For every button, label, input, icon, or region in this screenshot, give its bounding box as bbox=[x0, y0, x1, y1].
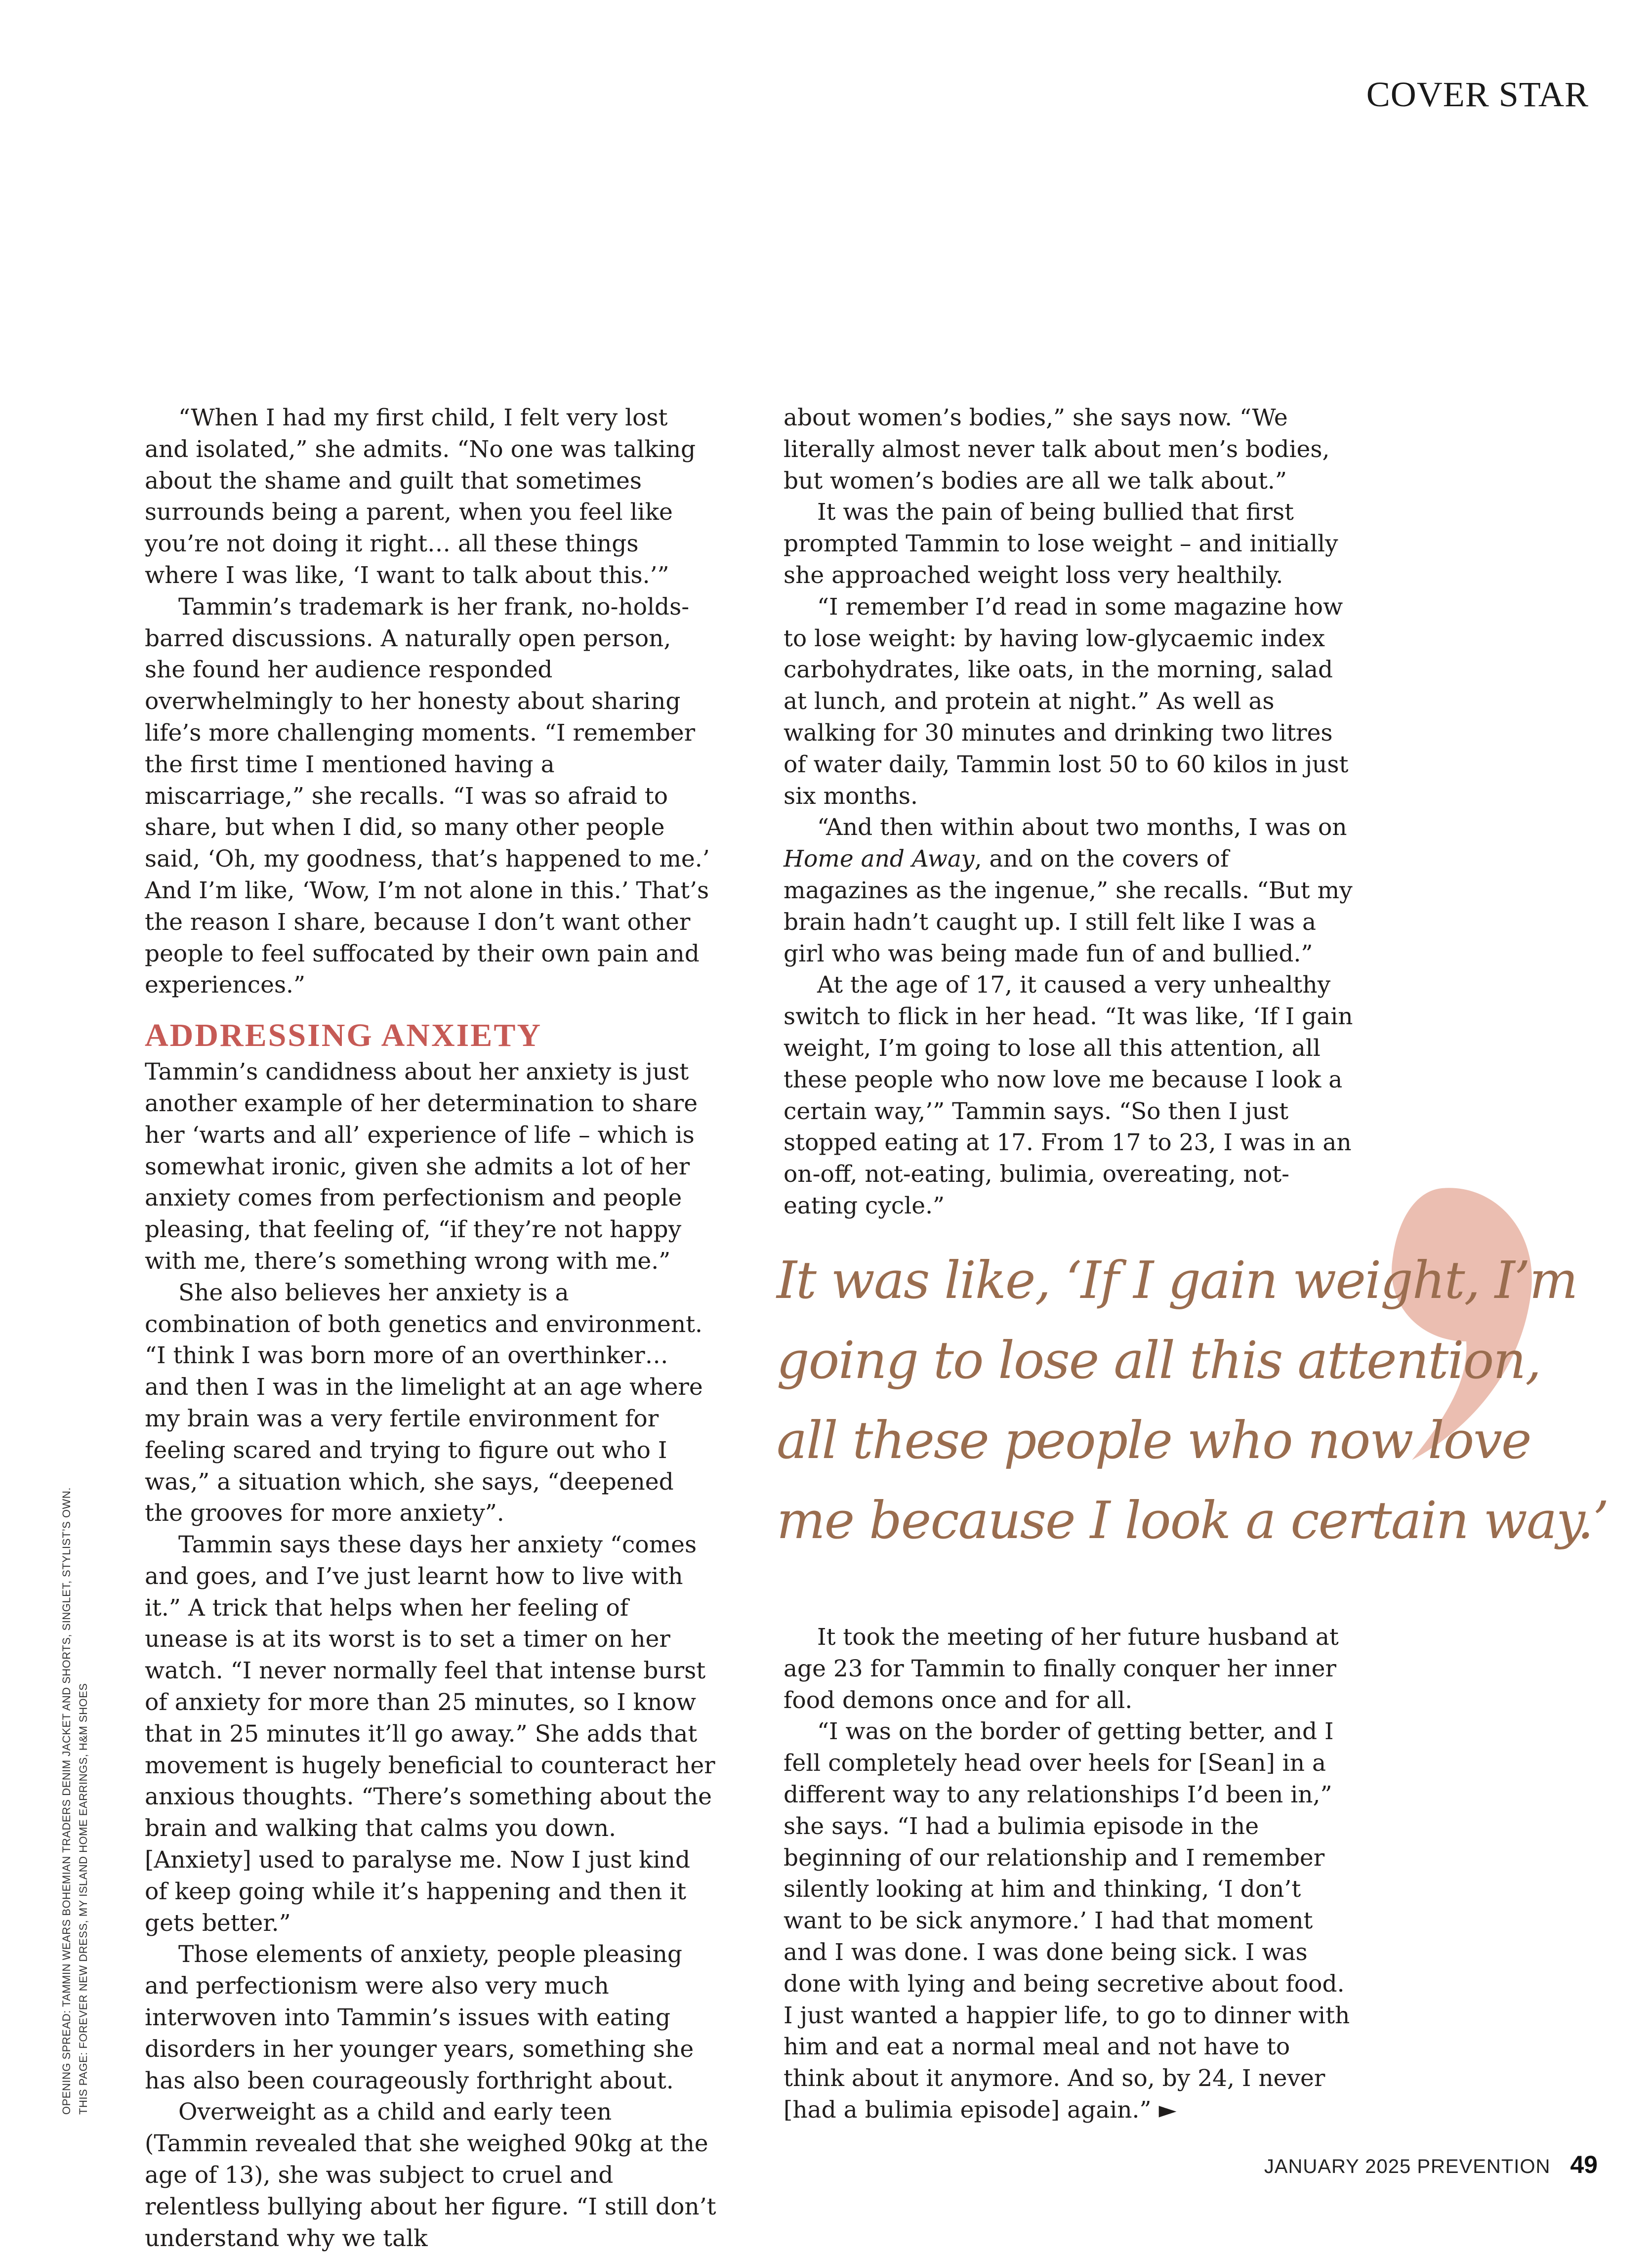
body-paragraph: Tammin’s trademark is her frank, no-holds-barred discussions. A naturally open person, she found her audience responded overwhelmingly to her honesty about sharing life’s more challenging moments. “I remember the first time I mentioned having a miscarriage,” she recalls. “I was so afraid to share, but when I did, so many other people said, ‘Oh, my goodness, that’s happened to me.’ And I’m like, ‘Wow, I’m not alone in this.’ That’s the reason I share, because I don’t want other people to feel suffocated by their own pain and experiences.” bbox=[145, 593, 710, 999]
pull-quote-line: going to lose all this attention, bbox=[777, 1330, 1541, 1390]
right-column-top bbox=[784, 402, 1357, 1222]
body-text: “And then within about two months, I was on bbox=[817, 814, 1347, 841]
page-number: 49 bbox=[1570, 2151, 1598, 2178]
body-text: , and on the covers of magazines as the ingenue,” she recalls. “But my brain hadn’t caught up. I still felt like I was a girl who was being made fun of and bullied.” bbox=[784, 845, 1353, 967]
right-column-bottom bbox=[784, 1622, 1357, 2126]
page-footer bbox=[1264, 2150, 1598, 2179]
section-label: COVER STAR bbox=[1366, 75, 1589, 114]
body-paragraph: “I remember I’d read in some magazine how to lose weight: by having low-glycaemic index carbohydrates, like oats, in the morning, salad at lunch, and protein at night.” As well as walking for 30 minutes and drinking two litres of water daily, Tammin lost 50 to 60 kilos in just six months. bbox=[784, 593, 1349, 810]
body-paragraph: about women’s bodies,” she says now. “We literally almost never talk about men’s bodies, but women’s bodies are all we talk about.” bbox=[784, 404, 1330, 495]
photo-credit-line: OPENING SPREAD: TAMMIN WEARS BOHEMIAN TRADERS DENIM JACKET AND SHORTS, SINGLET, STYLIST’S OWN. bbox=[60, 1487, 73, 2115]
body-paragraph: “When I had my first child, I felt very lost and isolated,” she admits. “No one was talking about the shame and guilt that sometimes surrounds being a parent, when you feel like you’re not doing it right… all these things where I was like, ‘I want to talk about this.’” bbox=[145, 404, 696, 589]
body-paragraph bbox=[784, 812, 1357, 969]
body-paragraph: At the age of 17, it caused a very unhealthy switch to flick in her head. “It was like, ‘If I gain weight, I’m going to lose all this attention, all these people who now love me because I look a certain way,’” Tammin says. “So then I just stopped eating at 17. From 17 to 23, I was in an on-off, not-eating, bulimia, overeating, not-eating cycle.” bbox=[784, 971, 1353, 1219]
body-paragraph: Those elements of anxiety, people pleasing and perfectionism were also very much interwoven into Tammin’s issues with eating disorders in her younger years, something she has also been courageously forthright about. bbox=[145, 1941, 694, 2094]
body-paragraph: “I was on the border of getting better, and I fell completely head over heels for [Sean] in a different way to any relationships I’d been in,” she says. “I had a bulimia episode in the beginning of our relationship and I remember silently looking at him and thinking, ‘I don’t want to be sick anymore.’ I had that moment and I was done. I was done being sick. I was done with lying and being secretive about food. I just wanted a happier life, to go to dinner with him and eat a normal meal and not have to think about it anymore. And so, by 24, I never [had a bulimia episode] again.” ► bbox=[784, 1718, 1350, 2124]
body-paragraph: It took the meeting of her future husband at age 23 for Tammin to finally conquer her inner food demons once and for all. bbox=[784, 1624, 1339, 1714]
pull-quote-line: me because I look a certain way.’ bbox=[777, 1490, 1609, 1550]
pull-quote-line: all these people who now love bbox=[777, 1410, 1531, 1470]
folio: JANUARY 2025 PREVENTION bbox=[1264, 2156, 1551, 2177]
subhead-addressing-anxiety: ADDRESSING ANXIETY bbox=[145, 1017, 542, 1054]
photo-credit bbox=[58, 1472, 92, 2115]
left-column bbox=[145, 402, 718, 2254]
show-title: Home and Away bbox=[784, 845, 975, 873]
photo-credit-line: THIS PAGE: FOREVER NEW DRESS, MY ISLAND HOME EARRINGS, H&M SHOES bbox=[77, 1683, 89, 2115]
pull-quote bbox=[777, 1240, 1609, 1560]
body-paragraph: She also believes her anxiety is a combination of both genetics and environment. “I think I was born more of an overthinker… and then I was in the limelight at an age where my brain was a very fertile environment for feeling scared and trying to figure out who I was,” a situation which, she says, “deepened the grooves for more anxiety”. bbox=[145, 1279, 703, 1527]
body-paragraph: Tammin’s candidness about her anxiety is just another example of her determination to share her ‘warts and all’ experience of life – which is somewhat ironic, given she admits a lot of her anxiety comes from perfectionism and people pleasing, that feeling of, “if they’re not happy with me, there’s something wrong with me.” bbox=[145, 1058, 698, 1275]
body-paragraph: It was the pain of being bullied that first prompted Tammin to lose weight – and initially she approached weight loss very healthily. bbox=[784, 499, 1338, 589]
pull-quote-line: It was like, ‘If I gain weight, I’m bbox=[777, 1250, 1577, 1310]
body-paragraph: Overweight as a child and early teen (Tammin revealed that she weighed 90kg at the age of 13), she was subject to cruel and relentless bullying about her figure. “I still don’t understand why we talk bbox=[145, 2098, 716, 2252]
body-paragraph: Tammin says these days her anxiety “comes and goes, and I’ve just learnt how to live with it.” A trick that helps when her feeling of unease is at its worst is to set a timer on her watch. “I never normally feel that intense burst of anxiety for more than 25 minutes, so I know that in 25 minutes it’ll go away.” She adds that movement is hugely beneficial to counteract her anxious thoughts. “There’s something about the brain and walking that calms you down. [Anxiety] used to paralyse me. Now I just kind of keep going while it’s happening and then it gets better.” bbox=[145, 1531, 715, 1937]
